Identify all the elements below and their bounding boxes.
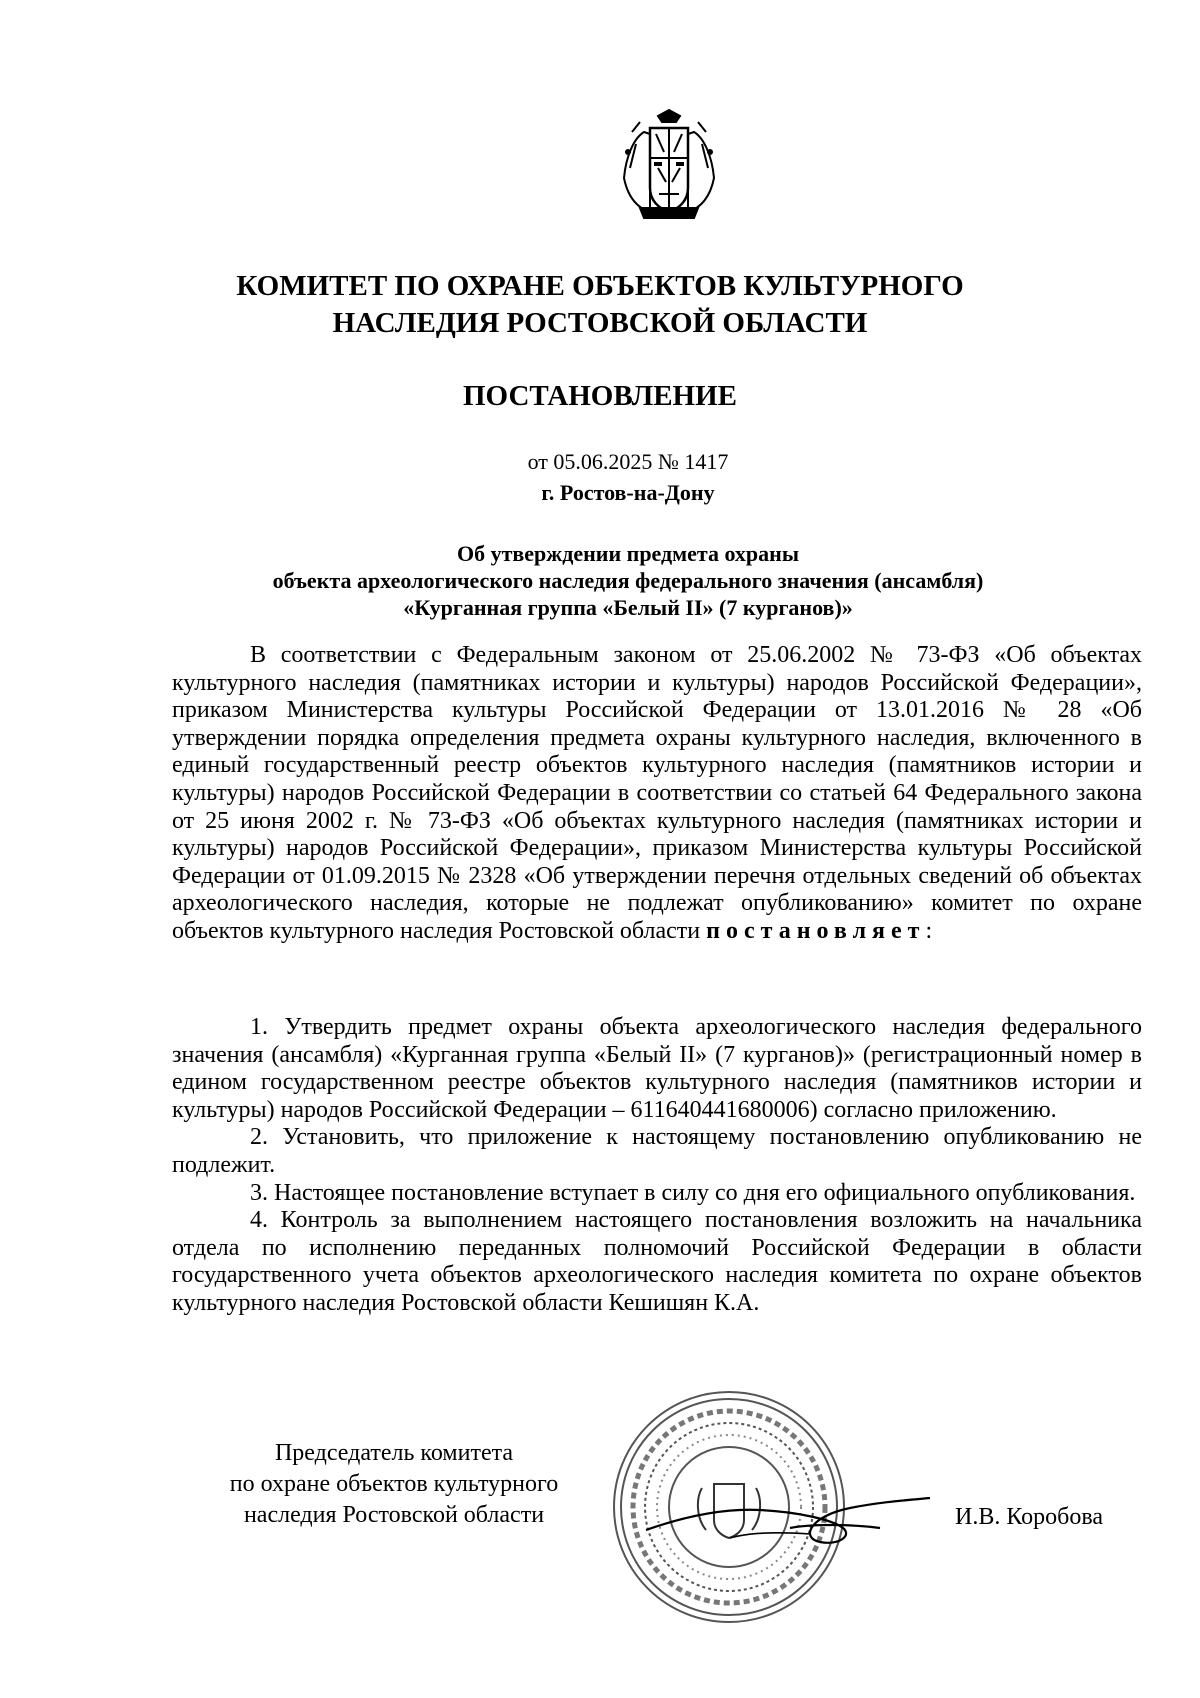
decree-items bbox=[172, 1014, 1142, 1318]
organization-name bbox=[0, 268, 1200, 342]
signatory-name: И.В. Коробова bbox=[955, 1504, 1104, 1530]
decree-word: постановляет bbox=[706, 917, 926, 944]
org-name-line-2: НАСЛЕДИЯ РОСТОВСКОЙ ОБЛАСТИ bbox=[332, 307, 868, 339]
decree-item-2: 2. Установить, что приложение к настоящему постановлению опубликованию не подлежит. bbox=[172, 1124, 1142, 1178]
preamble-text: В соответствии с Федеральным законом от 25.06.2002 № 73-ФЗ «Об объектах культурного наследия (памятниках истории и культуры) народов Российской Федерации», приказом Министерства культуры Российской Федерации от 13.01.2016 № 28 «Об утверждении порядка определения предмета охраны культурного наследия, включенного в единый государственный реестр объектов культурного наследия (памятников истории и культуры) народов Российской Федерации в соответствии со статьей 64 Федерального закона от 25 июня 2002 г. № 73-ФЗ «Об объектах культурного наследия (памятниках истории и культуры) народов Российской Федерации», приказом Министерства культуры Российской Федерации от 01.09.2015 № 2328 «Об утверждении перечня отдельных сведений об объектах археологического наследия, которые не подлежат опубликованию» комитет по охране объектов культурного наследия Ростовской области bbox=[172, 642, 1142, 944]
decree-item-1: 1. Утвердить предмет охраны объекта археологического наследия федерального значения (ансамбля) «Курганная группа «Белый II» (7 курганов)» (регистрационный номер в едином государственном реестре объектов культурного наследия (памятников истории и культуры) народов Российской Федерации – 611640441680006) согласно приложению. bbox=[172, 1014, 1142, 1123]
preamble-colon: : bbox=[925, 917, 933, 944]
document-type: ПОСТАНОВЛЕНИЕ bbox=[462, 380, 737, 412]
signatory-title-line-1: Председатель комитета bbox=[274, 1440, 514, 1466]
signatory-title-line-2: по охране объектов культурного bbox=[229, 1471, 559, 1497]
org-name-line-1: КОМИТЕТ ПО ОХРАНЕ ОБЪЕКТОВ КУЛЬТУРНОГО bbox=[236, 270, 964, 302]
signatory-title-line-3: наследия Ростовской области bbox=[243, 1502, 545, 1528]
signatory-title bbox=[184, 1438, 604, 1531]
decree-item-4: 4. Контроль за выполнением настоящего постановления возложить на начальника отдела по исполнению переданных полномочий Российской Федерации в области государственного учета объектов археологического наследия комитета по охране объектов культурного наследия Ростовской области Кешишян К.А. bbox=[172, 1207, 1142, 1316]
subject-line-2: объекта археологического наследия федерального значения (ансамбля) bbox=[272, 568, 984, 593]
preamble-paragraph bbox=[172, 642, 1142, 946]
document-city: г. Ростов-на-Дону bbox=[541, 480, 715, 505]
handwritten-signature-icon bbox=[640, 1468, 940, 1568]
subject-line-1: Об утверждении предмета охраны bbox=[456, 541, 800, 566]
document-date-number: от 05.06.2025 № 1417 bbox=[527, 449, 729, 474]
coat-of-arms-icon bbox=[614, 108, 724, 222]
decree-item-3: 3. Настоящее постановление вступает в силу со дня его официального опубликования. bbox=[250, 1179, 1136, 1206]
subject-line-3: «Курганная группа «Белый II» (7 курганов)» bbox=[403, 595, 853, 620]
preamble-block bbox=[172, 642, 1142, 946]
document-subject bbox=[0, 540, 1200, 621]
